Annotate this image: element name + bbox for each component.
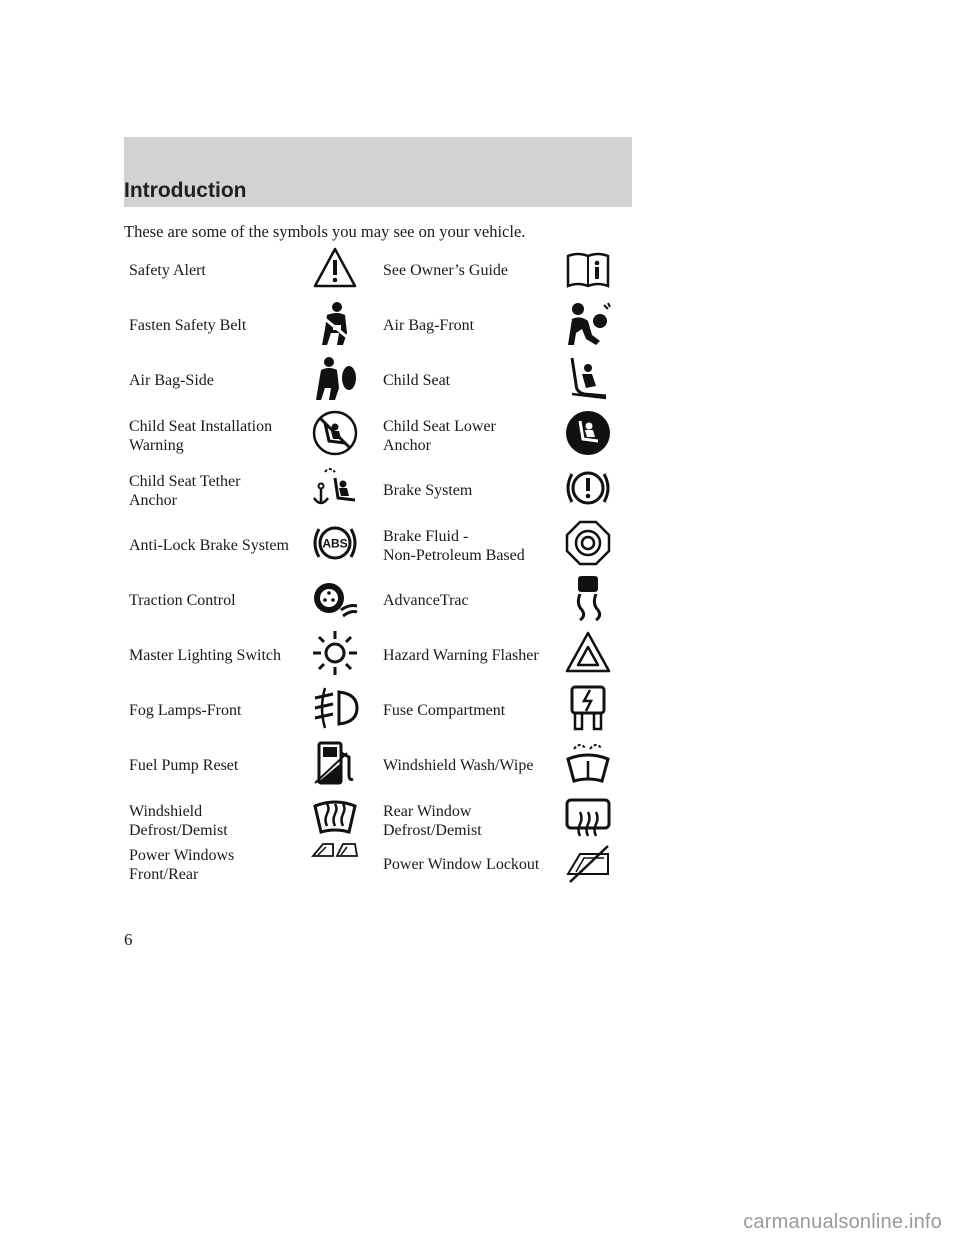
page-number: 6 <box>124 930 133 949</box>
windshield-defrost-icon <box>310 793 360 843</box>
symbol-label: Master Lighting Switch <box>129 647 281 664</box>
intro-text: These are some of the symbols you may see on your vehicle. <box>124 222 526 241</box>
symbol-label: See Owner’s Guide <box>383 262 509 279</box>
fuel-pump-reset-icon <box>310 738 360 788</box>
symbol-label: Power Windows Front/Rear <box>129 846 235 883</box>
brake-fluid-icon <box>563 518 613 568</box>
symbol-label: Brake System <box>383 482 473 499</box>
symbol-label: Fasten Safety Belt <box>129 317 247 334</box>
symbol-row <box>0 628 960 683</box>
safety-alert-icon <box>310 243 360 293</box>
symbol-label: Child Seat Tether Anchor <box>129 472 241 509</box>
symbol-label: Child Seat Installation Warning <box>129 417 273 454</box>
symbol-label: Child Seat Lower Anchor <box>383 417 496 454</box>
symbol-label: Fuse Compartment <box>383 702 506 719</box>
master-lighting-switch-icon <box>310 628 360 678</box>
symbol-row <box>0 298 960 353</box>
symbol-row <box>0 683 960 738</box>
abs-icon <box>310 518 360 568</box>
symbol-label: Air Bag-Side <box>129 372 214 389</box>
symbol-row <box>0 837 960 892</box>
child-seat-icon <box>563 353 613 403</box>
air-bag-side-icon <box>310 353 360 403</box>
symbol-label: Traction Control <box>129 592 236 609</box>
symbol-row <box>0 463 960 518</box>
hazard-warning-icon <box>563 628 613 678</box>
rear-window-defrost-icon <box>563 793 613 843</box>
symbol-row <box>0 573 960 628</box>
fog-lamps-front-icon <box>310 683 360 733</box>
symbol-label: Hazard Warning Flasher <box>383 647 539 664</box>
child-seat-tether-anchor-icon <box>310 463 360 513</box>
symbol-label: Fuel Pump Reset <box>129 757 239 774</box>
symbol-label: Child Seat <box>383 372 451 389</box>
traction-control-icon <box>310 573 360 623</box>
symbol-row <box>0 408 960 463</box>
air-bag-front-icon <box>563 298 613 348</box>
power-windows-icon <box>310 837 360 887</box>
owners-guide-icon <box>563 243 613 293</box>
child-seat-lower-anchor-icon <box>563 408 613 458</box>
watermark-text: carmanualsonline.info <box>743 1211 942 1233</box>
advancetrac-icon <box>563 573 613 623</box>
symbol-label: Power Window Lockout <box>383 856 540 873</box>
safety-belt-icon <box>310 298 360 348</box>
symbol-label: AdvanceTrac <box>383 592 469 609</box>
symbol-label: Fog Lamps-Front <box>129 702 242 719</box>
brake-system-icon <box>563 463 613 513</box>
power-window-lockout-icon <box>563 837 613 887</box>
symbol-row <box>0 518 960 573</box>
symbol-row <box>0 738 960 793</box>
abs-icon-text: ABS <box>322 536 348 551</box>
symbol-row <box>0 243 960 298</box>
windshield-wash-wipe-icon <box>563 738 613 788</box>
symbol-label: Rear Window Defrost/Demist <box>383 802 482 839</box>
fuse-compartment-icon <box>563 683 613 733</box>
section-title: Introduction <box>124 179 247 202</box>
symbol-label: Windshield Defrost/Demist <box>129 802 228 839</box>
symbol-label: Brake Fluid - Non-Petroleum Based <box>383 527 525 564</box>
symbol-label: Windshield Wash/Wipe <box>383 757 534 774</box>
section-header <box>124 137 632 207</box>
symbol-label: Air Bag-Front <box>383 317 475 334</box>
symbol-label: Safety Alert <box>129 262 206 279</box>
symbol-label: Anti-Lock Brake System <box>129 537 289 554</box>
child-seat-installation-warning-icon <box>310 408 360 458</box>
symbol-row <box>0 353 960 408</box>
